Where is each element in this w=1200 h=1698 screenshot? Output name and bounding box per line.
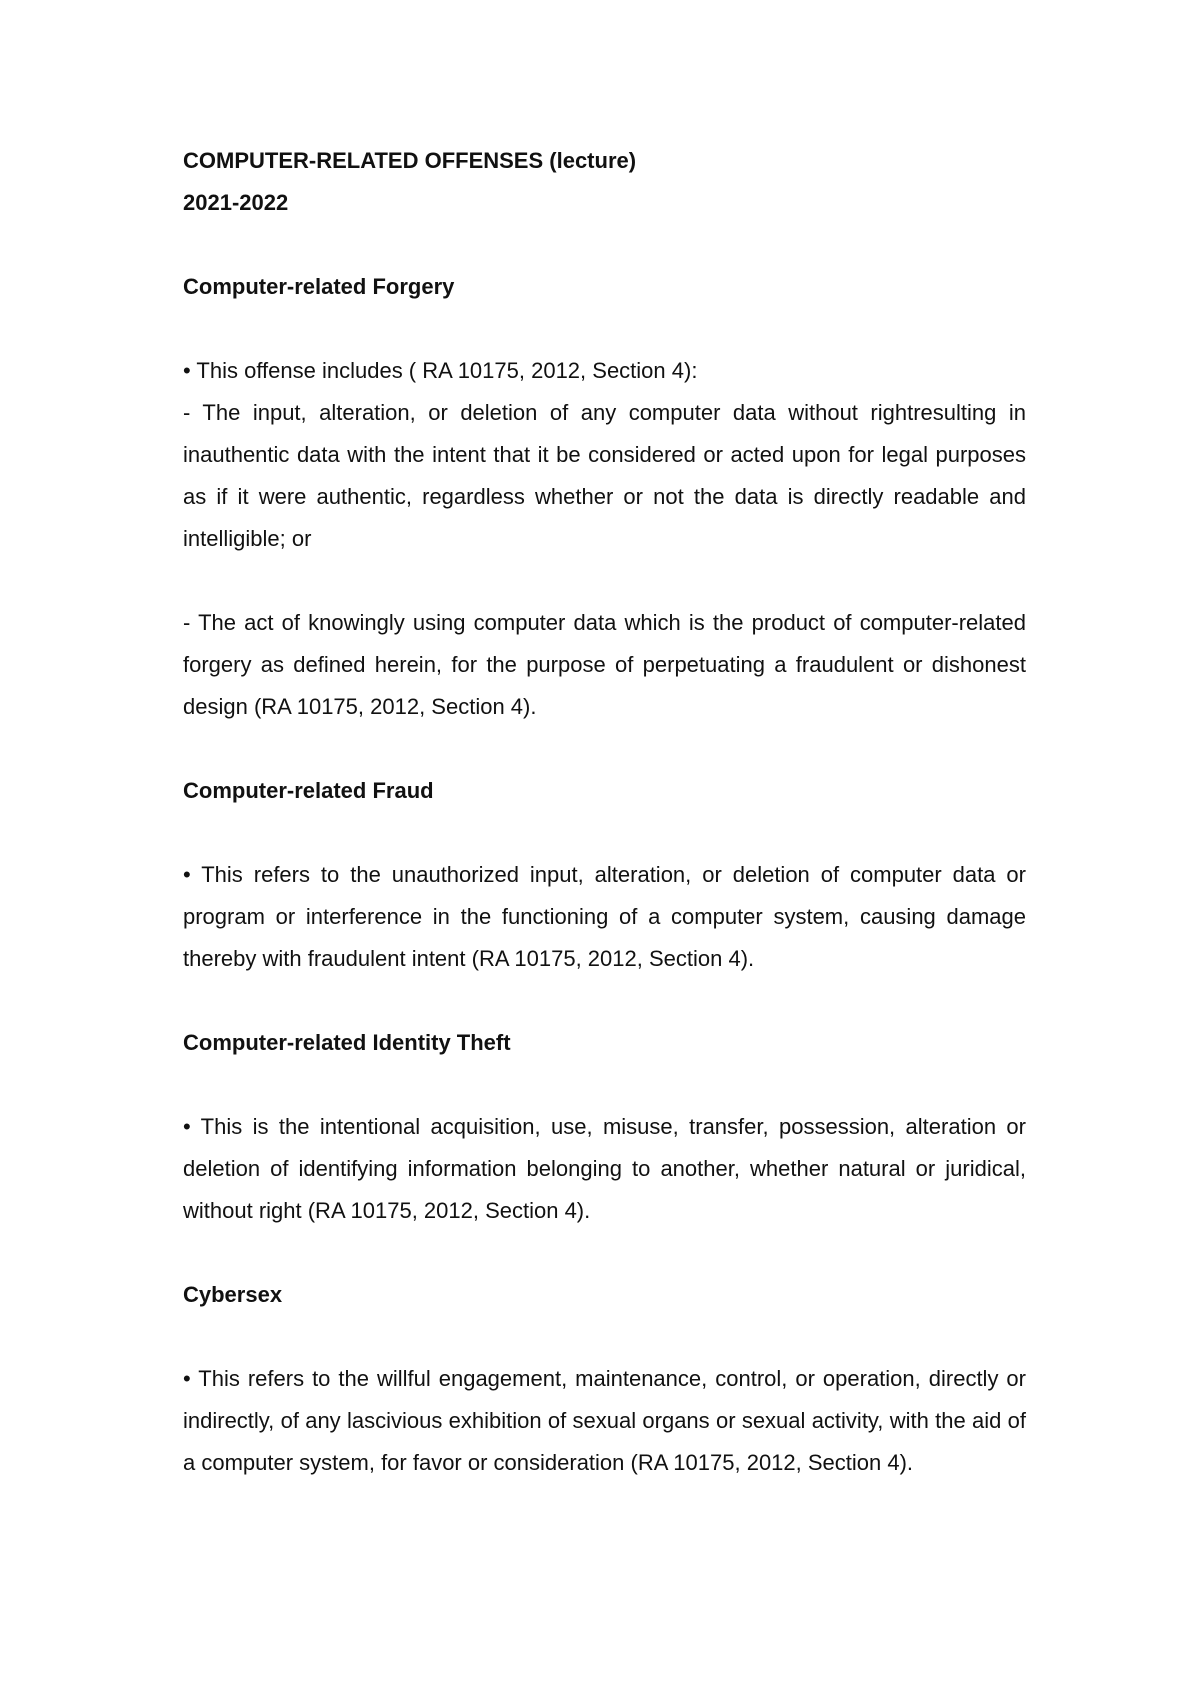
document-content bbox=[183, 140, 1026, 1484]
forgery-item-2: - The act of knowingly using computer data which is the product of computer-related forgery as defined herein, for the purpose of perpetuating a fraudulent or dishonest design (RA 10175, 2012, Section 4). bbox=[183, 610, 1026, 719]
cybersex-body: • This refers to the willful engagement, maintenance, control, or operation, directly or indirectly, of any lascivious exhibition of sexual organs or sexual activity, with the aid of a computer system, for favor or consideration (RA 10175, 2012, Section 4). bbox=[183, 1366, 1026, 1475]
document-year: 2021-2022 bbox=[183, 190, 289, 215]
identity-theft-body: • This is the intentional acquisition, use, misuse, transfer, possession, alteration or deletion of identifying information belonging to another, whether natural or juridical, without right (RA 10175, 2012, Section 4). bbox=[183, 1114, 1026, 1223]
forgery-intro: • This offense includes ( RA 10175, 2012, Section 4): bbox=[183, 358, 698, 383]
fraud-body: • This refers to the unauthorized input, alteration, or deletion of computer data or program or interference in the functioning of a computer system, causing damage thereby with fraudulent intent (RA 10175, 2012, Section 4). bbox=[183, 862, 1026, 971]
heading-forgery: Computer-related Forgery bbox=[183, 274, 455, 299]
heading-identity-theft: Computer-related Identity Theft bbox=[183, 1030, 511, 1055]
document-title: COMPUTER-RELATED OFFENSES (lecture) bbox=[183, 148, 637, 173]
heading-cybersex: Cybersex bbox=[183, 1282, 283, 1307]
spacer bbox=[183, 560, 1026, 602]
forgery-item-1: - The input, alteration, or deletion of any computer data without rightresulting in inauthentic data with the intent that it be considered or acted upon for legal purposes as if it were authentic, regardless whether or not the data is directly readable and intelligible; or bbox=[183, 400, 1026, 551]
heading-fraud: Computer-related Fraud bbox=[183, 778, 434, 803]
